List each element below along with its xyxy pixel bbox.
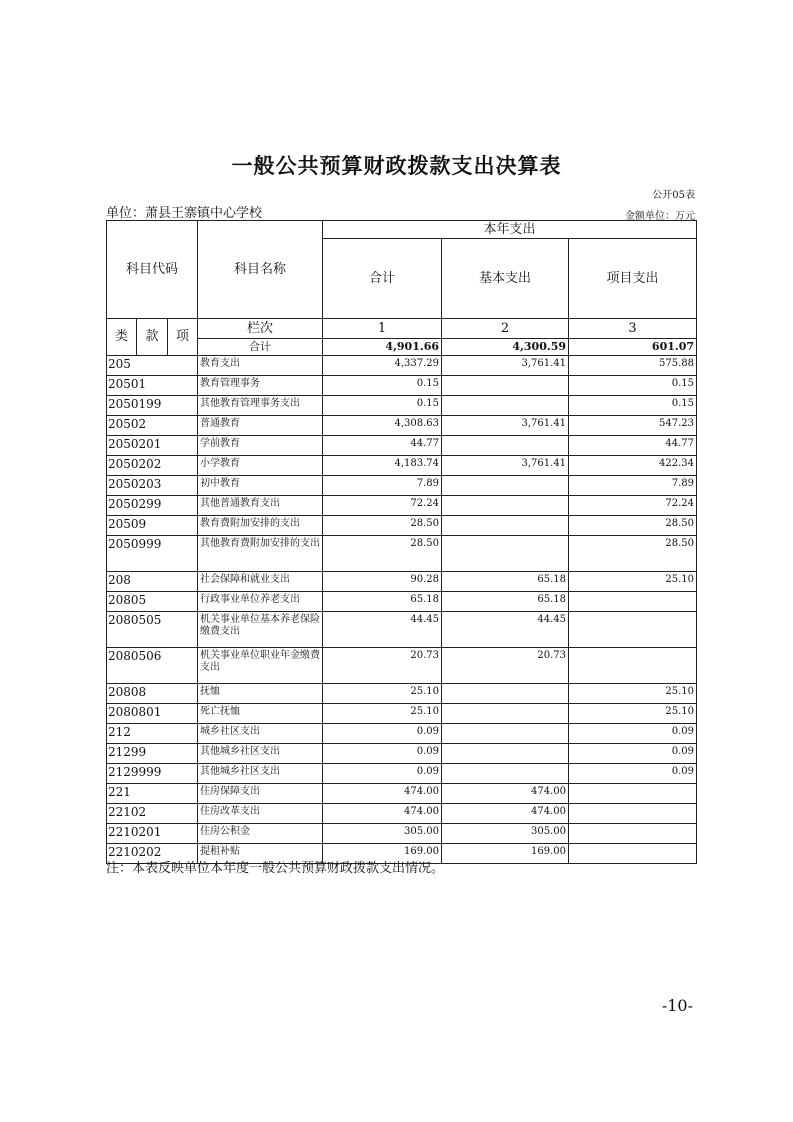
- row-code: 2080505: [107, 612, 198, 648]
- table-row: [107, 516, 697, 536]
- table-row: [107, 704, 697, 724]
- table-row: [107, 784, 697, 804]
- row-basic: 44.45: [442, 612, 569, 648]
- row-total: 44.77: [323, 436, 442, 456]
- row-basic: [442, 704, 569, 724]
- row-code: 2050202: [107, 456, 198, 476]
- row-basic: [442, 764, 569, 784]
- row-basic: [442, 436, 569, 456]
- row-total: 7.89: [323, 476, 442, 496]
- row-project: 28.50: [569, 536, 697, 572]
- amount-unit: 金额单位：万元: [625, 211, 695, 222]
- row-total: 25.10: [323, 684, 442, 704]
- row-total: 169.00: [323, 844, 442, 864]
- row-total: 4,183.74: [323, 456, 442, 476]
- row-project: 547.23: [569, 416, 697, 436]
- header-lanci: 栏次: [198, 319, 323, 339]
- row-code: 221: [107, 784, 198, 804]
- row-name: 提租补贴: [198, 844, 323, 864]
- row-basic: 474.00: [442, 784, 569, 804]
- row-total: 0.09: [323, 764, 442, 784]
- row-total: 28.50: [323, 536, 442, 572]
- row-code: 2080801: [107, 704, 198, 724]
- table-row: [107, 436, 697, 456]
- row-total: 65.18: [323, 592, 442, 612]
- row-project: 7.89: [569, 476, 697, 496]
- table-row: [107, 572, 697, 592]
- header-kuan: 款: [137, 319, 168, 356]
- table-row: [107, 376, 697, 396]
- row-code: 22102: [107, 804, 198, 824]
- total-row-basic: 4,300.59: [442, 339, 569, 356]
- row-total: 44.45: [323, 612, 442, 648]
- header-project: 项目支出: [569, 239, 697, 319]
- table-row: [107, 648, 697, 684]
- table-row: [107, 396, 697, 416]
- row-total: 0.09: [323, 744, 442, 764]
- row-basic: [442, 376, 569, 396]
- row-project: 25.10: [569, 572, 697, 592]
- table-row: [107, 744, 697, 764]
- header-year-expenditure: 本年支出: [323, 221, 697, 239]
- row-project: [569, 844, 697, 864]
- row-basic: [442, 684, 569, 704]
- row-total: 28.50: [323, 516, 442, 536]
- row-code: 212: [107, 724, 198, 744]
- row-name: 其他普通教育支出: [198, 496, 323, 516]
- total-row-project: 601.07: [569, 339, 697, 356]
- row-basic: [442, 396, 569, 416]
- header-name: 科目名称: [198, 221, 323, 319]
- row-basic: [442, 724, 569, 744]
- row-name: 住房改革支出: [198, 804, 323, 824]
- row-total: 0.09: [323, 724, 442, 744]
- row-total: 4,337.29: [323, 356, 442, 376]
- row-name: 死亡抚恤: [198, 704, 323, 724]
- row-basic: [442, 516, 569, 536]
- row-project: 44.77: [569, 436, 697, 456]
- row-name: 其他城乡社区支出: [198, 744, 323, 764]
- row-basic: [442, 536, 569, 572]
- row-project: [569, 804, 697, 824]
- row-project: 575.88: [569, 356, 697, 376]
- table-row: [107, 416, 697, 436]
- row-total: 305.00: [323, 824, 442, 844]
- row-name: 社会保障和就业支出: [198, 572, 323, 592]
- header-total: 合计: [323, 239, 442, 319]
- row-basic: 3,761.41: [442, 456, 569, 476]
- page-number: -10-: [661, 996, 693, 1015]
- row-name: 其他教育管理事务支出: [198, 396, 323, 416]
- header-xiang: 项: [168, 319, 198, 356]
- total-row-label: 合计: [198, 339, 323, 356]
- row-name: 小学教育: [198, 456, 323, 476]
- row-code: 2050199: [107, 396, 198, 416]
- row-project: [569, 592, 697, 612]
- row-project: 25.10: [569, 704, 697, 724]
- header-col2: 2: [442, 319, 569, 339]
- table-row: [107, 536, 697, 572]
- table-row: [107, 476, 697, 496]
- row-total: 25.10: [323, 704, 442, 724]
- unit-label: 单位：萧县王寨镇中心学校: [106, 206, 263, 221]
- row-name: 其他教育费附加安排的支出: [198, 536, 323, 572]
- row-basic: 474.00: [442, 804, 569, 824]
- row-basic: 3,761.41: [442, 416, 569, 436]
- header-basic: 基本支出: [442, 239, 569, 319]
- row-code: 2050299: [107, 496, 198, 516]
- row-name: 住房公积金: [198, 824, 323, 844]
- row-basic: 65.18: [442, 572, 569, 592]
- row-code: 205: [107, 356, 198, 376]
- row-name: 普通教育: [198, 416, 323, 436]
- row-project: 72.24: [569, 496, 697, 516]
- row-total: 474.00: [323, 804, 442, 824]
- row-project: 0.09: [569, 744, 697, 764]
- row-basic: [442, 744, 569, 764]
- row-name: 初中教育: [198, 476, 323, 496]
- row-total: 90.28: [323, 572, 442, 592]
- table-row: [107, 612, 697, 648]
- row-code: 2050203: [107, 476, 198, 496]
- row-code: 2050201: [107, 436, 198, 456]
- row-project: 0.15: [569, 376, 697, 396]
- row-project: [569, 784, 697, 804]
- total-row-total: 4,901.66: [323, 339, 442, 356]
- row-code: 20501: [107, 376, 198, 396]
- row-name: 教育支出: [198, 356, 323, 376]
- header-lei: 类: [107, 319, 137, 356]
- row-total: 0.15: [323, 376, 442, 396]
- row-code: 20509: [107, 516, 198, 536]
- header-col1: 1: [323, 319, 442, 339]
- row-name: 教育费附加安排的支出: [198, 516, 323, 536]
- row-code: 20808: [107, 684, 198, 704]
- row-name: 行政事业单位养老支出: [198, 592, 323, 612]
- row-code: 2210201: [107, 824, 198, 844]
- header-col3: 3: [569, 319, 697, 339]
- row-code: 20805: [107, 592, 198, 612]
- page-title: 一般公共预算财政拨款支出决算表: [231, 153, 562, 178]
- row-basic: 20.73: [442, 648, 569, 684]
- row-code: 208: [107, 572, 198, 592]
- row-project: [569, 824, 697, 844]
- form-number: 公开05表: [652, 190, 695, 201]
- row-code: 20502: [107, 416, 198, 436]
- row-project: [569, 612, 697, 648]
- row-basic: 3,761.41: [442, 356, 569, 376]
- row-total: 4,308.63: [323, 416, 442, 436]
- row-name: 抚恤: [198, 684, 323, 704]
- header-code: 科目代码: [107, 221, 198, 319]
- row-name: 学前教育: [198, 436, 323, 456]
- row-code: 21299: [107, 744, 198, 764]
- row-project: 28.50: [569, 516, 697, 536]
- row-name: 教育管理事务: [198, 376, 323, 396]
- row-project: 0.09: [569, 764, 697, 784]
- row-project: 0.15: [569, 396, 697, 416]
- row-name: 城乡社区支出: [198, 724, 323, 744]
- row-total: 72.24: [323, 496, 442, 516]
- table-note: 注：本表反映单位本年度一般公共预算财政拨款支出情况。: [106, 861, 445, 876]
- table-row: [107, 764, 697, 784]
- table-row: [107, 684, 697, 704]
- row-total: 0.15: [323, 396, 442, 416]
- table-row: [107, 496, 697, 516]
- row-project: [569, 648, 697, 684]
- row-project: 422.34: [569, 456, 697, 476]
- table-row: [107, 592, 697, 612]
- table-row: [107, 824, 697, 844]
- row-basic: [442, 496, 569, 516]
- budget-table: [106, 220, 697, 864]
- row-name: 其他城乡社区支出: [198, 764, 323, 784]
- table-row: [107, 456, 697, 476]
- row-code: 2210202: [107, 844, 198, 864]
- row-total: 474.00: [323, 784, 442, 804]
- row-name: 机关事业单位基本养老保险缴费支出: [198, 612, 323, 648]
- row-name: 机关事业单位职业年金缴费支出: [198, 648, 323, 684]
- row-project: 0.09: [569, 724, 697, 744]
- table-row: [107, 356, 697, 376]
- row-code: 2080506: [107, 648, 198, 684]
- row-basic: [442, 476, 569, 496]
- row-code: 2050999: [107, 536, 198, 572]
- row-code: 2129999: [107, 764, 198, 784]
- table-row: [107, 804, 697, 824]
- row-name: 住房保障支出: [198, 784, 323, 804]
- row-basic: 305.00: [442, 824, 569, 844]
- row-basic: 169.00: [442, 844, 569, 864]
- table-row: [107, 724, 697, 744]
- row-total: 20.73: [323, 648, 442, 684]
- row-basic: 65.18: [442, 592, 569, 612]
- row-project: 25.10: [569, 684, 697, 704]
